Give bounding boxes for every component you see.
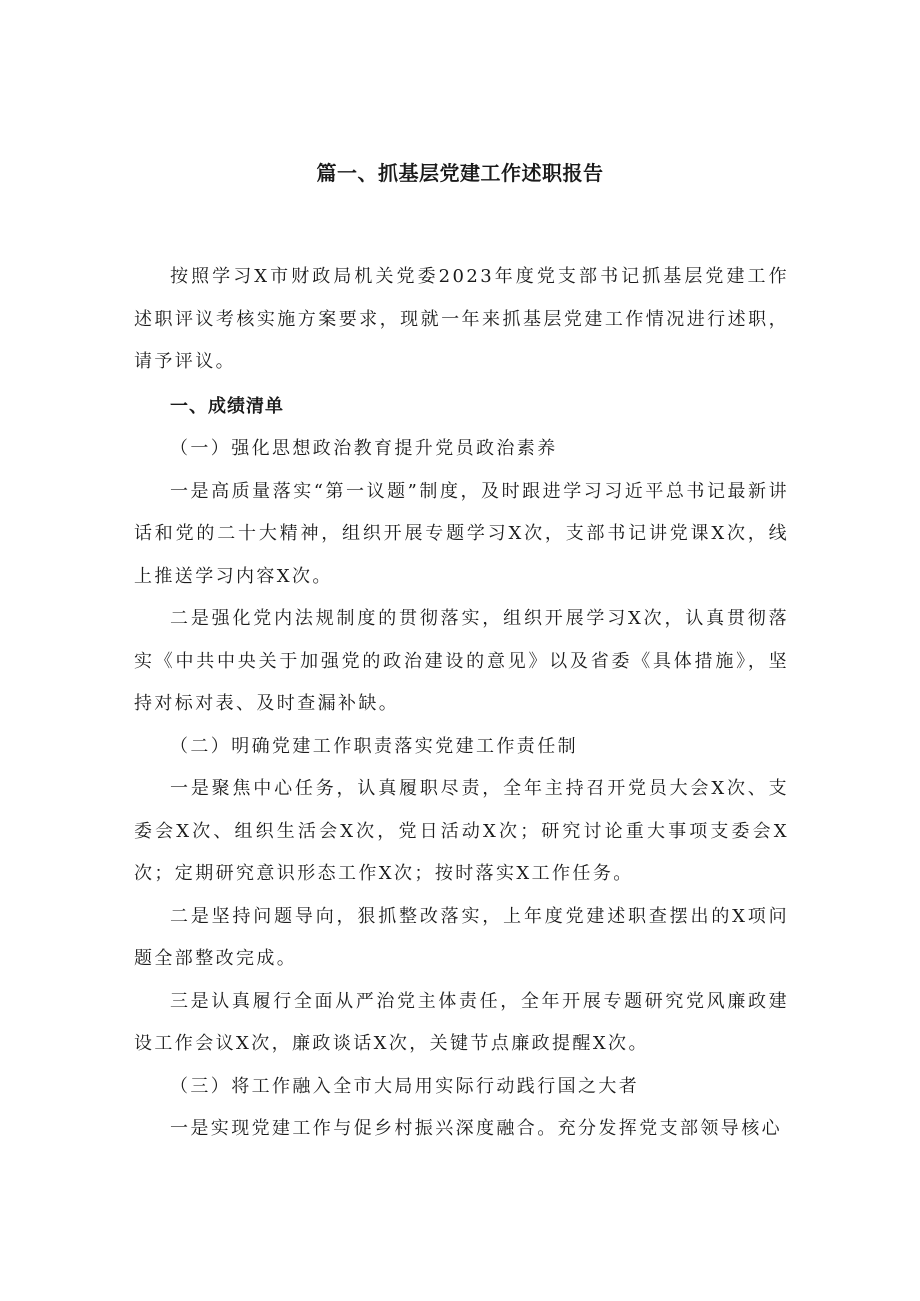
paragraph: 三是认真履行全面从严治党主体责任，全年开展专题研究党风廉政建设工作会议X次，廉政谈话X次，关键节点廉政提醒X次。 xyxy=(134,990,789,1054)
paragraph: 一是实现党建工作与促乡村振兴深度融合。充分发挥党支部领导核心 xyxy=(170,1118,782,1139)
document-title: 篇一、抓基层党建工作述职报告 xyxy=(316,161,604,185)
subsection-heading-3: （三）将工作融入全市大局用实际行动践行国之大者 xyxy=(170,1075,640,1097)
intro-paragraph: 按照学习X市财政局机关党委2023年度党支部书记抓基层党建工作述职评议考核实施方案要求，现就一年来抓基层党建工作情况进行述职，请予评议。 xyxy=(134,266,789,372)
subsection-heading-1: （一）强化思想政治教育提升党员政治素养 xyxy=(170,438,558,459)
section-heading-achievements: 一、成绩清单 xyxy=(170,395,284,417)
paragraph: 二是坚持问题导向，狠抓整改落实，上年度党建述职查摆出的X项问题全部整改完成。 xyxy=(134,905,789,969)
document-body xyxy=(134,256,789,1151)
paragraph: 二是强化党内法规制度的贯彻落实，组织开展学习X次，认真贯彻落实《中共中央关于加强党的政治建设的意见》以及省委《具体措施》，坚持对标对表、及时查漏补缺。 xyxy=(134,608,789,714)
paragraph: 一是聚焦中心任务，认真履职尽责，全年主持召开党员大会X次、支委会X次、组织生活会X次，党日活动X次；研究讨论重大事项支委会X次；定期研究意识形态工作X次；按时落实X工作任务。 xyxy=(134,778,789,884)
paragraph: 一是高质量落实“第一议题”制度，及时跟进学习习近平总书记最新讲话和党的二十大精神，组织开展专题学习X次，支部书记讲党课X次，线上推送学习内容X次。 xyxy=(134,480,789,587)
subsection-heading-2: （二）明确党建工作职责落实党建工作责任制 xyxy=(170,735,578,757)
